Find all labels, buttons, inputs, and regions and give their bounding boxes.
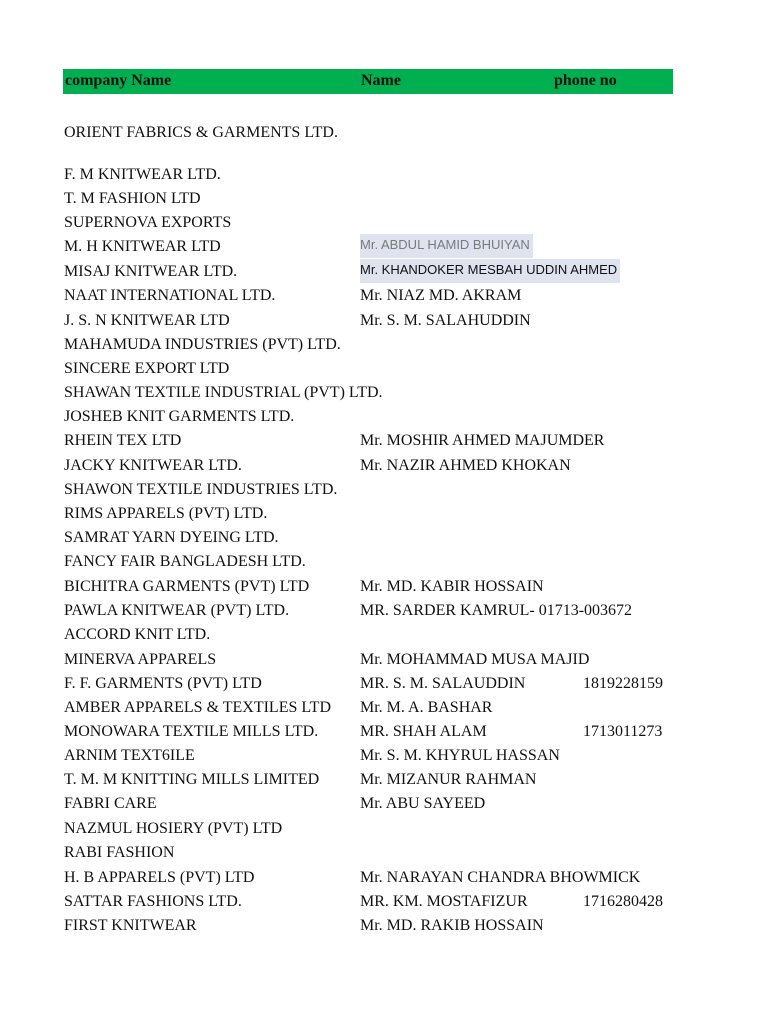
contact-name-cell: Mr. MD. KABIR HOSSAIN	[360, 578, 544, 595]
table-row	[63, 745, 703, 767]
company-cell: JACKY KNITWEAR LTD.	[64, 457, 242, 474]
company-cell: SATTAR FASHIONS LTD.	[64, 893, 242, 910]
company-cell: F. M KNITWEAR LTD.	[64, 166, 221, 183]
table-row	[63, 164, 703, 186]
company-cell: AMBER APPARELS & TEXTILES LTD	[64, 699, 332, 716]
company-cell: BICHITRA GARMENTS (PVT) LTD	[64, 578, 310, 595]
contact-name-cell: Mr. M. A. BASHAR	[360, 699, 493, 716]
table-row	[63, 769, 703, 791]
table-row	[63, 261, 703, 283]
company-cell: ORIENT FABRICS & GARMENTS LTD.	[64, 124, 338, 141]
company-cell: F. F. GARMENTS (PVT) LTD	[64, 675, 262, 692]
table-row	[63, 212, 703, 234]
company-cell: M. H KNITWEAR LTD	[64, 238, 221, 255]
contact-name-cell: Mr. ABU SAYEED	[360, 795, 486, 812]
table-row	[63, 842, 703, 864]
company-cell: SUPERNOVA EXPORTS	[64, 214, 232, 231]
company-cell: H. B APPARELS (PVT) LTD	[64, 869, 255, 886]
table-row	[63, 122, 703, 144]
company-cell: MISAJ KNITWEAR LTD.	[64, 263, 238, 280]
table-row	[63, 285, 703, 307]
company-cell: RABI FASHION	[64, 844, 175, 861]
company-cell: J. S. N KNITWEAR LTD	[64, 312, 230, 329]
contact-name-cell: MR. S. M. SALAUDDIN	[360, 675, 526, 692]
contact-name-cell: Mr. MOHAMMAD MUSA MAJID	[360, 651, 590, 668]
company-cell: MINERVA APPARELS	[64, 651, 217, 668]
table-row	[63, 455, 703, 477]
company-cell: JOSHEB KNIT GARMENTS LTD.	[64, 408, 295, 425]
header-row	[63, 69, 673, 94]
company-cell: ARNIM TEXT6ILE	[64, 747, 195, 764]
table-row	[63, 551, 703, 573]
contact-name-cell: Mr. MOSHIR AHMED MAJUMDER	[360, 432, 605, 449]
company-cell: PAWLA KNITWEAR (PVT) LTD.	[64, 602, 290, 619]
contact-name-cell: Mr. NAZIR AHMED KHOKAN	[360, 457, 571, 474]
company-cell: T. M. M KNITTING MILLS LIMITED	[64, 771, 320, 788]
table-row	[63, 310, 703, 332]
phone-cell: 1716280428	[583, 893, 663, 910]
company-cell: SAMRAT YARN DYEING LTD.	[64, 529, 279, 546]
column-header-name: Name	[361, 72, 401, 89]
contact-name-cell: Mr. S. M. SALAHUDDIN	[360, 312, 531, 329]
company-cell: T. M FASHION LTD	[64, 190, 201, 207]
table-row	[63, 527, 703, 549]
table-row	[63, 430, 703, 452]
table-row	[63, 697, 703, 719]
contact-name-cell: Mr. MD. RAKIB HOSSAIN	[360, 917, 544, 934]
table-row	[63, 503, 703, 525]
table-row	[63, 576, 703, 598]
company-cell: RIMS APPARELS (PVT) LTD.	[64, 505, 268, 522]
contact-name-cell: Mr. KHANDOKER MESBAH UDDIN AHMED	[360, 259, 620, 283]
company-cell: SINCERE EXPORT LTD	[64, 360, 230, 377]
contact-name-cell: Mr. ABDUL HAMID BHUIYAN	[360, 234, 533, 258]
company-cell: MONOWARA TEXTILE MILLS LTD.	[64, 723, 319, 740]
table-row	[63, 818, 703, 840]
table-row	[63, 334, 703, 356]
company-cell: SHAWON TEXTILE INDUSTRIES LTD.	[64, 481, 338, 498]
contact-name-cell: Mr. S. M. KHYRUL HASSAN	[360, 747, 560, 764]
contact-name-cell: Mr. NARAYAN CHANDRA BHOWMICK	[360, 869, 641, 886]
table-row	[63, 793, 703, 815]
table-row	[63, 673, 703, 695]
table-row	[63, 624, 703, 646]
table-row	[63, 867, 703, 889]
table-row	[63, 382, 703, 404]
table-row	[63, 406, 703, 428]
table-row	[63, 721, 703, 743]
contact-name-cell: MR. SARDER KAMRUL- 01713-003672	[360, 602, 633, 619]
column-header-company: company Name	[65, 72, 172, 89]
table-row	[63, 649, 703, 671]
contact-name-cell: Mr. NIAZ MD. AKRAM	[360, 287, 522, 304]
company-cell: NAAT INTERNATIONAL LTD.	[64, 287, 276, 304]
table-row	[63, 915, 703, 937]
table-row	[63, 600, 703, 622]
contact-name-cell: MR. KM. MOSTAFIZUR	[360, 893, 528, 910]
contact-name-cell: MR. SHAH ALAM	[360, 723, 487, 740]
company-cell: MAHAMUDA INDUSTRIES (PVT) LTD.	[64, 336, 341, 353]
company-cell: FABRI CARE	[64, 795, 157, 812]
table-row	[63, 236, 703, 258]
company-cell: NAZMUL HOSIERY (PVT) LTD	[64, 820, 283, 837]
column-header-phone: phone no	[554, 72, 617, 89]
table-row	[63, 479, 703, 501]
company-cell: FIRST KNITWEAR	[64, 917, 197, 934]
table-row	[63, 358, 703, 380]
table-row	[63, 188, 703, 210]
company-cell: FANCY FAIR BANGLADESH LTD.	[64, 553, 306, 570]
table-row	[63, 891, 703, 913]
phone-cell: 1713011273	[583, 723, 663, 740]
phone-cell: 1819228159	[583, 675, 663, 692]
contact-name-cell: Mr. MIZANUR RAHMAN	[360, 771, 537, 788]
company-cell: SHAWAN TEXTILE INDUSTRIAL (PVT) LTD.	[64, 384, 383, 401]
company-cell: ACCORD KNIT LTD.	[64, 626, 211, 643]
company-cell: RHEIN TEX LTD	[64, 432, 182, 449]
